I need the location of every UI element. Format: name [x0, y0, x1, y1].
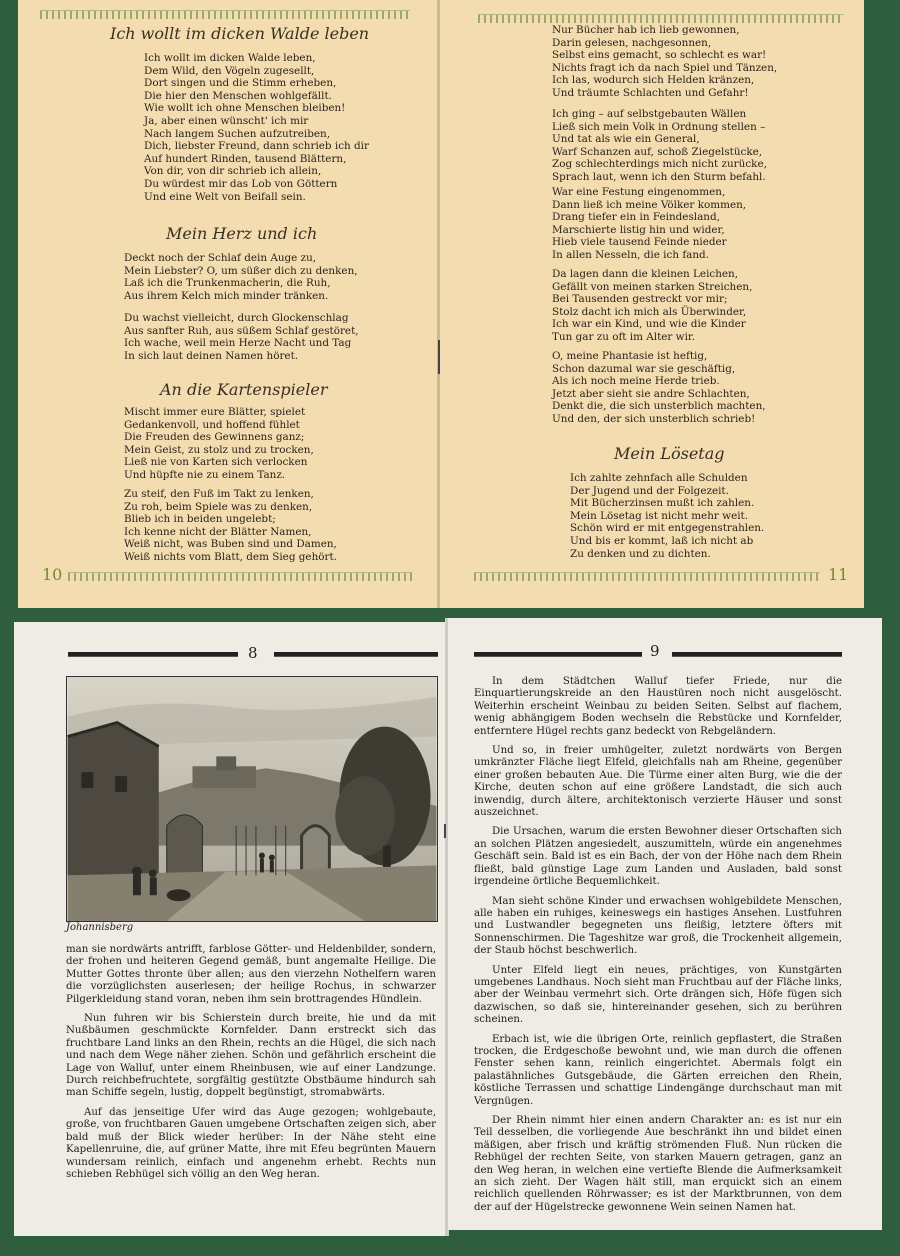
poem-karten-stanza-1	[124, 406, 314, 482]
poem-title-walde: Ich wollt im dicken Walde leben	[110, 24, 370, 43]
verse-line: Wie wollt ich ohne Menschen bleiben!	[144, 102, 346, 115]
header-rule-right-a	[474, 652, 642, 657]
verse-line: Ich war ein Kind, und wie die Kinder	[552, 318, 746, 331]
paragraph: Und so, in freier umhügelter, zuletzt nordwärts von Bergen umkränzter Fläche liegt Elfeld, gleichfalls nah am Rheine, gegenüber einer großen bebauten Aue. Die Türme einer alten Burg, wie die der Kirche, deuten schon auf eine größere Landstadt, die sich auch inwendig, durch ältere, architektonisch verzierte Häuser und sonst auszeichnet.	[474, 745, 842, 819]
verse-line: Gefällt von meinen starken Streichen,	[552, 280, 753, 293]
poem-title-loesetag: Mein Lösetag	[614, 444, 725, 463]
verse-line: Ich kenne nicht der Blätter Namen,	[124, 525, 312, 538]
page-number-9: 9	[650, 642, 660, 660]
verse-line: Marschierte listig hin und wider,	[552, 223, 725, 236]
verse-line: Ich ging – auf selbstgebauten Wällen	[552, 108, 747, 120]
verse-line: Der Jugend und der Folgezeit.	[570, 484, 729, 497]
page-number-8: 8	[248, 644, 258, 662]
top-ornament-left	[40, 10, 410, 19]
verse-line: O, meine Phantasie ist heftig,	[552, 350, 708, 362]
page-9-text	[474, 676, 842, 1221]
verse-line: In allen Nesseln, die ich fand.	[552, 248, 710, 261]
poem-buecher-stanza-4	[552, 268, 752, 344]
verse-line: Nichts fragt ich da nach Spiel und Tänzen,	[552, 61, 778, 74]
verse-line: Und den, der sich unsterblich schrieb!	[552, 412, 756, 425]
verse-line: Zu roh, beim Spiele was zu denken,	[124, 500, 313, 513]
poem-buecher-stanza-2	[552, 108, 767, 184]
verse-line: Du würdest mir das Lob von Göttern	[144, 177, 338, 190]
poem-loesetag-stanza	[570, 472, 764, 560]
paragraph: Auf das jenseitige Ufer wird das Auge gezogen; wohlgebaute, große, von fruchtbaren Gauen umgebene Ortschaften zeigen sich, aber bald muß der Blick wieder herüber: In der Nähe steht eine Kapellenruine, die, auf grüner Matte, ihre mit Efeu begrünten Mauern wundersam reinlich, einfach und angenehm erhebt. Rechts nun schieben Rebhügel sich völlig an den Weg heran.	[66, 1106, 436, 1180]
poem-title-kartenspieler: An die Kartenspieler	[160, 380, 328, 399]
paragraph: man sie nordwärts antrifft, farblose Götter- und Heldenbilder, sondern, der frohen und heiteren Gegend gemäß, bunt angemalte Heilige. Die Mutter Gottes thronte über allen; aus den vierzehn Nothelfern waren die vorzüglichsten auserlesen; der heilige Rochus, in schwarzer Pilgerkleidung stand voran, neben ihm sein brottragendes Hündlein.	[66, 944, 436, 1005]
verse-line: Tun gar zu oft im Alter wir.	[552, 330, 696, 343]
paragraph: Man sieht schöne Kinder und erwachsen wohlgebildete Menschen, alle haben ein ruhiges, keineswegs ein hastiges Ansehen. Lustfuhren und Lustwandler begegneten uns fleißig, letztere öfters mit Sonnenschirmen. Die Tageshitze war groß, die Trockenheit allgemein, der Staub höchst beschwerlich.	[474, 895, 842, 957]
verse-line: Und eine Welt von Beifall sein.	[144, 190, 306, 203]
poem-buecher-stanza-1	[552, 24, 777, 100]
verse-line: Ich wollt im dicken Walde leben,	[144, 52, 316, 64]
verse-line: Mein Geist, zu stolz und zu trocken,	[124, 443, 314, 456]
verse-line: Mischt immer eure Blätter, spielet	[124, 406, 306, 418]
page-8-text	[66, 944, 436, 1188]
verse-line: Hieb viele tausend Feinde nieder	[552, 236, 727, 249]
poem-herz-stanza-1	[124, 252, 358, 302]
verse-line: Mein Liebster? O, um süßer dich zu denken,	[124, 264, 358, 277]
page-number-11: 11	[828, 565, 849, 584]
verse-line: Weiß nicht, was Buben sind und Damen,	[124, 538, 337, 551]
verse-line: Von dir, von dir schrieb ich allein,	[144, 165, 322, 178]
verse-line: Du wachst vielleicht, durch Glockenschlag	[124, 312, 349, 324]
verse-line: Ich zahlte zehnfach alle Schulden	[570, 472, 748, 484]
verse-line: Denkt die, die sich unsterblich machten,	[552, 400, 766, 413]
verse-line: Jetzt aber sieht sie andre Schlachten,	[552, 387, 750, 400]
verse-line: Sprach laut, wenn ich den Sturm befahl.	[552, 170, 766, 183]
header-rule-left-a	[68, 652, 238, 657]
paragraph: Die Ursachen, warum die ersten Bewohner dieser Ortschaften sich an solchen Plätzen angesiedelt, auszumitteln, würde ein angenehmes Geschäft sein. Bald ist es ein Bach, der von der Höhe nach dem Rhein fließt, bald günstige Lage zum Landen und Ausladen, bald sonst irgendeine örtliche Bequemlichkeit.	[474, 826, 842, 888]
verse-line: Stolz dacht ich mich als Überwinder,	[552, 305, 747, 318]
verse-line: Ließ sich mein Volk in Ordnung stellen –	[552, 120, 766, 133]
page-8	[14, 622, 446, 1236]
paragraph: Erbach ist, wie die übrigen Orte, reinlich gepflastert, die Straßen trocken, die Erdgeschoße bewohnt und, wie man durch die offenen Fenster sehen kann, reinlich eingerichtet. Abermals folgt ein palastähnliches Gutsgebäude, die Gärten erreichen den Rhein, köstliche Terrassen und schattige Lindengänge durchschaut man mit Vergnügen.	[474, 1033, 842, 1107]
verse-line: Bei Tausenden gestreckt vor mir;	[552, 293, 728, 306]
verse-line: Warf Schanzen auf, schoß Ziegelstücke,	[552, 145, 763, 158]
poem-buecher-stanza-5	[552, 350, 766, 426]
verse-line: Drang tiefer ein in Feindesland,	[552, 211, 720, 224]
verse-line: Schön wird er mit entgegenstrahlen.	[570, 522, 765, 535]
verse-line: Nach langem Suchen aufzutreiben,	[144, 127, 331, 140]
verse-line: Laß ich die Trunkenmacherin, die Ruh,	[124, 277, 331, 290]
verse-line: Zu denken und zu dichten.	[570, 547, 711, 560]
verse-line: Gedankenvoll, und hoffend fühlet	[124, 418, 300, 431]
verse-line: Die hier den Menschen wohlgefällt.	[144, 89, 332, 102]
verse-line: Darin gelesen, nachgesonnen,	[552, 36, 712, 49]
verse-line: Dem Wild, den Vögeln zugesellt,	[144, 64, 315, 77]
paragraph: Der Rhein nimmt hier einen andern Charakter an: es ist nur ein Teil desselben, die vorliegende Aue beschränkt ihn und bildet einen mäßigen, aber frisch und kräftig strömenden Fluß. Nun rücken die Rebhügel der rechten Seite, von starken Mauern getragen, ganz an den Weg heran, in welchen eine vertiefte Blende die Aufmerksamkeit an sich zieht. Der Wagen hält still, man erquickt sich an einem reichlich quellenden Röhrwasser; es ist der Marktbrunnen, von dem der auf der Hügelstrecke gewonnene Wein seinen Namen hat.	[474, 1115, 842, 1213]
verse-line: Weiß nichts vom Blatt, dem Sieg gehört.	[124, 550, 337, 563]
header-rule-left-b	[274, 652, 438, 657]
verse-line: Nur Bücher hab ich lieb gewonnen,	[552, 24, 740, 36]
johannisberg-engraving	[66, 676, 438, 922]
verse-line: Aus sanfter Ruh, aus süßem Schlaf gestöret,	[124, 324, 359, 337]
top-ornament-right	[478, 14, 844, 23]
verse-line: Und träumte Schlachten und Gefahr!	[552, 86, 749, 99]
paragraph: In dem Städtchen Walluf tiefer Friede, nur die Einquartierungskreide an den Haustüren noch nicht ausgelöscht. Weiterhin erscheint Weinbau zu beiden Seiten. Selbst auf flachem, wenig abhängigem Boden wechseln die Rebstücke und Kornfelder, entferntere Hügel rechts ganz bedeckt von Rebgeländern.	[474, 676, 842, 737]
verse-line: Dich, liebster Freund, dann schrieb ich dir	[144, 140, 369, 153]
verse-line: Ich las, wodurch sich Helden kränzen,	[552, 74, 755, 87]
verse-line: Blieb ich in beiden ungelebt;	[124, 513, 276, 526]
verse-line: Dann ließ ich meine Völker kommen,	[552, 198, 747, 211]
verse-line: Die Freuden des Gewinnens ganz;	[124, 431, 305, 444]
poem-karten-stanza-2	[124, 488, 337, 564]
page-10	[18, 0, 438, 608]
verse-line: Selbst eins gemacht, so schlecht es war!	[552, 49, 767, 62]
verse-line: Ich wache, weil mein Herze Nacht und Tag	[124, 337, 352, 350]
verse-line: War eine Festung eingenommen,	[552, 186, 726, 198]
bottom-ornament-right	[474, 572, 820, 581]
verse-line: In sich laut deinen Namen höret.	[124, 349, 299, 362]
header-rule-right-b	[672, 652, 842, 657]
page-11	[440, 0, 864, 608]
verse-line: Da lagen dann die kleinen Leichen,	[552, 268, 739, 280]
verse-line: Und tat als wie ein General,	[552, 133, 700, 146]
page-9	[448, 618, 882, 1230]
page-number-10: 10	[42, 565, 63, 584]
poem-herz-stanza-2	[124, 312, 359, 362]
verse-line: Ließ nie von Karten sich verlocken	[124, 456, 308, 469]
verse-line: Als ich noch meine Herde trieb.	[552, 375, 720, 388]
verse-line: Und bis er kommt, laß ich nicht ab	[570, 534, 754, 547]
verse-line: Mit Bücherzinsen mußt ich zahlen.	[570, 497, 755, 510]
verse-line: Ja, aber einen wünscht' ich mir	[144, 114, 309, 127]
staple-bottom-1	[444, 824, 446, 838]
paragraph: Nun fuhren wir bis Schierstein durch breite, hie und da mit Nußbäumen geschmückte Kornfelder. Dann erstreckt sich das fruchtbare Land links an den Rhein, rechts an die Hügel, die sich nach und nach dem Wege näher ziehen. Schön und gefährlich erscheint die Lage von Walluf, unter einem Rheinbusen, wie auf einer Landzunge. Durch reichbefruchtete, sorgfältig gestützte Obstbäume hindurch sah man Schiffe segeln, lustig, doppelt begünstigt, stromabwärts.	[66, 1013, 436, 1099]
poem-buecher-stanza-3	[552, 186, 746, 262]
verse-line: Zu steif, den Fuß im Takt zu lenken,	[124, 488, 314, 500]
bottom-ornament-left	[68, 572, 412, 581]
verse-line: Aus ihrem Kelch mich minder tränken.	[124, 289, 329, 302]
engraving-caption: Johannisberg	[66, 922, 134, 933]
verse-line: Und hüpfte nie zu einem Tanz.	[124, 468, 286, 481]
verse-line: Zog schlechterdings mich nicht zurücke,	[552, 158, 767, 171]
poem-title-herz: Mein Herz und ich	[166, 224, 318, 243]
paragraph: Unter Elfeld liegt ein neues, prächtiges, von Kunstgärten umgebenes Landhaus. Noch sieht man Fruchtbau auf der Fläche links, aber der Weinbau vermehrt sich. Orte drängen sich, Höfe fügen sich dazwischen, so daß sie, hintereinander gesehen, sich zu berühren scheinen.	[474, 964, 842, 1026]
verse-line: Schon dazumal war sie geschäftig,	[552, 362, 736, 375]
verse-line: Deckt noch der Schlaf dein Auge zu,	[124, 252, 317, 264]
verse-line: Dort singen und die Stimm erheben,	[144, 77, 337, 90]
verse-line: Mein Lösetag ist nicht mehr weit.	[570, 509, 749, 522]
poem-walde-stanza	[144, 52, 369, 203]
verse-line: Auf hundert Rinden, tausend Blättern,	[144, 152, 347, 165]
